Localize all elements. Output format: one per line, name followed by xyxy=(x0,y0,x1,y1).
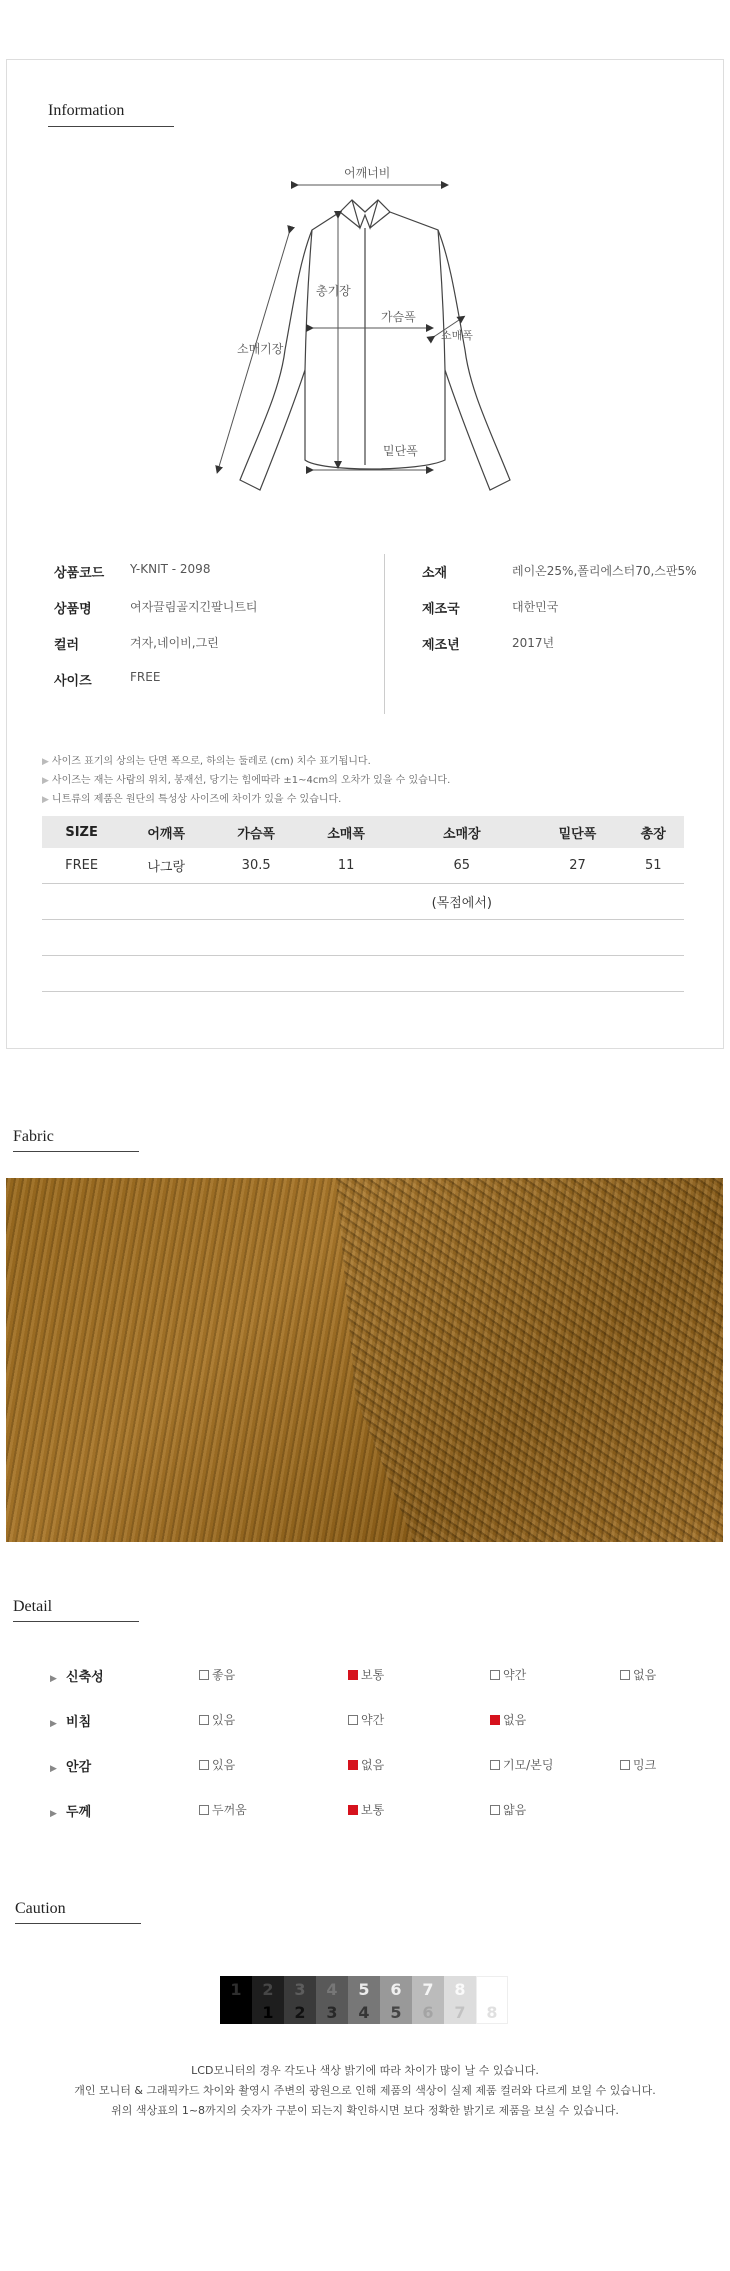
caution-underline xyxy=(15,1923,141,1924)
size-note: ▶ 사이즈는 재는 사람의 위치, 봉재선, 당기는 힘에따라 ±1~4cm의 오차가 있을 수 있습니다. xyxy=(42,775,451,786)
detail-title: Detail xyxy=(13,1598,53,1615)
size-table-cell: 51 xyxy=(622,848,684,884)
detail-row-lining xyxy=(50,1756,91,1775)
size-note: ▶ 사이즈 표기의 상의는 단면 폭으로, 하의는 둘레로 (cm) 치수 표기됩니다. xyxy=(42,756,371,767)
size-note: ▶ 니트류의 제품은 원단의 특성상 사이즈에 차이가 있을 수 있습니다. xyxy=(42,794,342,805)
size-table-header-cell: 소매폭 xyxy=(301,816,391,848)
swatch-number-top: 6 xyxy=(390,1980,402,1999)
checkbox-icon xyxy=(490,1805,500,1815)
swatch-number-bottom: 8 xyxy=(486,2003,498,2022)
size-table-cell: 65 xyxy=(391,848,532,884)
spec-label: 상품코드 xyxy=(54,566,105,581)
detail-row-thickness xyxy=(50,1801,91,1820)
checkbox-icon xyxy=(199,1715,209,1725)
information-title: Information xyxy=(48,102,125,119)
fabric-underline xyxy=(13,1151,139,1152)
size-table-header-cell: 가슴폭 xyxy=(211,816,301,848)
size-table-header xyxy=(42,816,684,848)
bullet-triangle-icon: ▶ xyxy=(50,1719,57,1729)
checkbox-icon xyxy=(490,1760,500,1770)
swatch-number-bottom: 2 xyxy=(294,2003,306,2022)
size-table-note: (목점에서) xyxy=(391,884,532,920)
total-length-label: 총기장 xyxy=(316,284,351,298)
swatch-number-top: 4 xyxy=(326,1980,338,1999)
caution-line: LCD모니터의 경우 각도나 색상 밝기에 따라 차이가 많이 날 수 있습니다. xyxy=(191,2064,539,2077)
table-row xyxy=(42,848,684,884)
bullet-triangle-icon: ▶ xyxy=(42,757,49,767)
bullet-triangle-icon: ▶ xyxy=(50,1674,57,1684)
information-underline xyxy=(48,126,174,127)
garment-size-diagram xyxy=(200,160,540,500)
size-table-cell: 11 xyxy=(301,848,391,884)
size-table-cell: 나그랑 xyxy=(121,848,211,884)
checkbox-checked-icon xyxy=(348,1805,358,1815)
spec-label: 상품명 xyxy=(54,602,92,617)
swatch-number-bottom: 5 xyxy=(390,2003,402,2022)
checkbox-checked-icon xyxy=(348,1760,358,1770)
size-table-cell: 27 xyxy=(533,848,623,884)
spec-divider xyxy=(384,554,385,714)
size-notes xyxy=(42,752,450,809)
bullet-triangle-icon: ▶ xyxy=(50,1764,57,1774)
swatch-number-top: 7 xyxy=(422,1980,434,1999)
bullet-triangle-icon: ▶ xyxy=(42,776,49,786)
swatch-number-top: 2 xyxy=(262,1980,274,1999)
detail-label: 안감 xyxy=(66,1760,92,1775)
hem-width-label: 밑단폭 xyxy=(383,444,418,458)
checkbox-icon xyxy=(620,1760,630,1770)
checkbox-checked-icon xyxy=(490,1715,500,1725)
table-row xyxy=(42,920,684,956)
caution-line: 개인 모니터 & 그래픽카드 차이와 촬영시 주변의 광원으로 인해 제품의 색상이 실제 제품 컬러와 다르게 보일 수 있습니다. xyxy=(74,2084,656,2097)
detail-underline xyxy=(13,1621,139,1622)
shoulder-width-label: 어깨너비 xyxy=(344,166,391,180)
checkbox-icon xyxy=(620,1670,630,1680)
spec-value: 2017년 xyxy=(512,636,555,650)
fabric-title: Fabric xyxy=(13,1128,54,1145)
swatch-number-bottom: 6 xyxy=(422,2003,434,2022)
size-table-header-cell: 어깨폭 xyxy=(121,816,211,848)
spec-label: 소재 xyxy=(422,566,448,581)
detail-option: 두꺼움 xyxy=(199,1801,247,1818)
size-table-header-cell: 밑단폭 xyxy=(533,816,623,848)
size-table-header-cell: 총장 xyxy=(622,816,684,848)
table-row xyxy=(42,884,684,920)
detail-option-selected: 보통 xyxy=(348,1801,384,1818)
size-table-header-cell: 소매장 xyxy=(391,816,532,848)
detail-option: 있음 xyxy=(199,1756,235,1773)
size-table-header-cell: SIZE xyxy=(42,816,121,848)
spec-label: 사이즈 xyxy=(54,674,92,689)
detail-option: 좋음 xyxy=(199,1666,235,1683)
spec-value: 대한민국 xyxy=(512,600,559,614)
detail-option-selected: 없음 xyxy=(348,1756,384,1773)
detail-option: 밍크 xyxy=(620,1756,656,1773)
checkbox-icon xyxy=(199,1760,209,1770)
caution-title: Caution xyxy=(15,1900,66,1917)
spec-value: 레이온25%,폴리에스터70,스판5% xyxy=(512,564,697,578)
size-table-cell: FREE xyxy=(42,848,121,884)
detail-option-selected: 없음 xyxy=(490,1711,526,1728)
detail-label: 두께 xyxy=(66,1805,92,1820)
table-row xyxy=(42,956,684,992)
caution-line: 위의 색상표의 1~8까지의 숫자가 구분이 되는지 확인하시면 보다 정확한 밝기로 제품을 보실 수 있습니다. xyxy=(111,2104,619,2117)
swatch-number-bottom: 1 xyxy=(262,2003,274,2022)
detail-option: 없음 xyxy=(620,1666,656,1683)
swatch-number-top: 8 xyxy=(454,1980,466,1999)
spec-value: FREE xyxy=(130,670,161,684)
swatch-number-bottom: 3 xyxy=(326,2003,338,2022)
bullet-triangle-icon: ▶ xyxy=(42,795,49,805)
detail-label: 비침 xyxy=(66,1715,92,1730)
checkbox-icon xyxy=(348,1715,358,1725)
detail-option: 있음 xyxy=(199,1711,235,1728)
detail-option: 기모/본딩 xyxy=(490,1756,553,1773)
checkbox-icon xyxy=(490,1670,500,1680)
detail-option: 약간 xyxy=(490,1666,526,1683)
spec-label: 제조년 xyxy=(422,638,460,653)
swatch-number-bottom: 4 xyxy=(358,2003,370,2022)
sleeve-width-label: 소매폭 xyxy=(441,329,473,342)
detail-option: 약간 xyxy=(348,1711,384,1728)
spec-label: 컬러 xyxy=(54,638,80,653)
checkbox-checked-icon xyxy=(348,1670,358,1680)
sleeve-length-label: 소매기장 xyxy=(237,342,284,356)
fabric-texture-image xyxy=(6,1178,723,1542)
swatch-number-top: 5 xyxy=(358,1980,370,1999)
detail-option-selected: 보통 xyxy=(348,1666,384,1683)
checkbox-icon xyxy=(199,1805,209,1815)
size-table xyxy=(42,816,684,992)
spec-label: 제조국 xyxy=(422,602,460,617)
bullet-triangle-icon: ▶ xyxy=(50,1809,57,1819)
swatch-number-bottom: 7 xyxy=(454,2003,466,2022)
spec-value: 여자끌림골지긴팔니트티 xyxy=(130,600,258,614)
detail-row-stretch xyxy=(50,1666,104,1685)
detail-option: 얇음 xyxy=(490,1801,526,1818)
checkbox-icon xyxy=(199,1670,209,1680)
spec-value: 겨자,네이비,그린 xyxy=(130,636,219,650)
detail-row-sheer xyxy=(50,1711,91,1730)
size-table-cell: 30.5 xyxy=(211,848,301,884)
chest-width-label: 가슴폭 xyxy=(381,310,416,324)
swatch-number-top: 1 xyxy=(230,1980,242,1999)
swatch-number-top: 3 xyxy=(294,1980,306,1999)
spec-value: Y-KNIT - 2098 xyxy=(130,562,211,576)
detail-label: 신축성 xyxy=(66,1670,104,1685)
